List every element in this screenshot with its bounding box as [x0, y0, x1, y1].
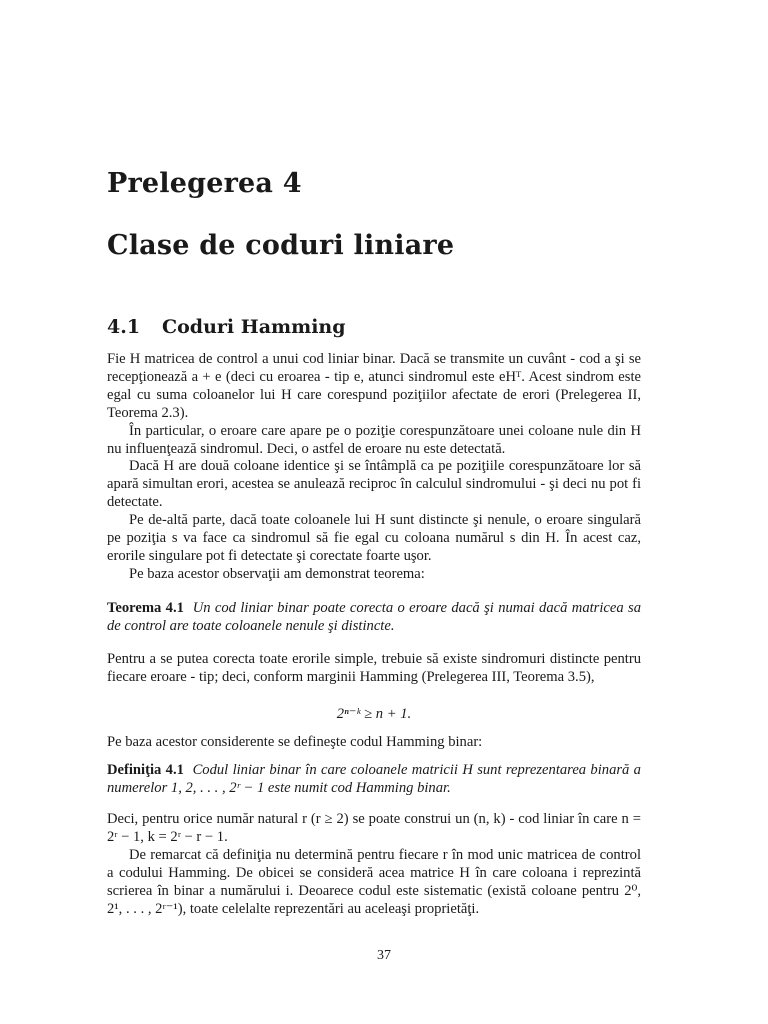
definition-text: Codul liniar binar în care coloanele matricii H sunt reprezentarea binară a numerelor 1, 2, . . . , 2ʳ − 1 este numit cod Hamming binar.: [107, 762, 641, 796]
chapter-title: Clase de coduri liniare: [107, 230, 455, 261]
pre-definition-text: [107, 734, 641, 752]
paragraph: Dacă H are două coloane identice şi se întâmplă ca pe poziţiile corespunzătoare lor să apară simultan erori, acestea se anulează reciproc în calculul sindromului - şi deci nu pot fi detectate.: [107, 458, 641, 511]
page-number: 37: [377, 948, 391, 963]
post-theorem-text: [107, 651, 641, 687]
definition-label: Definiţia 4.1: [107, 762, 184, 778]
chapter-label: Prelegerea 4: [107, 168, 302, 199]
paragraph: Pe de-altă parte, dacă toate coloanele lui H sunt distincte şi nenule, o eroare singulară pe poziţia s va face ca sindromul să fie egal cu coloana numărul s din H. În acest caz, erorile singulare pot fi detectate şi corectate foarte uşor.: [107, 512, 641, 564]
paragraph: În particular, o eroare care apare pe o poziţie corespunzătoare unei coloane nule din H nu influenţează sindromul. Deci, o astfel de eroare nu este detectată.: [107, 422, 641, 457]
hamming-bound-formula: 2ⁿ⁻ᵏ ≥ n + 1.: [336, 706, 412, 722]
section-title: Coduri Hamming: [162, 316, 346, 338]
theorem-text: Un cod liniar binar poate corecta o eroare dacă şi numai dacă matricea sa de control are toate coloanele nenule şi distincte.: [107, 600, 642, 634]
paragraph: Deci, pentru orice număr natural r (r ≥ 2) se poate construi un (n, k) - cod liniar în care n = 2ʳ − 1, k = 2ʳ − r − 1.: [107, 811, 641, 845]
section-heading: [107, 316, 346, 338]
paragraph: Pe baza acestor considerente se defineşte codul Hamming binar:: [107, 734, 483, 750]
theorem-label: Teorema 4.1: [107, 600, 184, 616]
paragraph: De remarcat că definiţia nu determină pentru fiecare r în mod unic matricea de control a codului Hamming. De obicei se consideră acea matrice H în care coloana i reprezintă scrierea în binar a numărului i. Deoarece codul este sistematic (există coloane pentru 2⁰, 2¹, . . . , 2ʳ⁻¹), toate celelalte reprezentări au aceleaşi proprietăţi.: [107, 846, 641, 917]
paragraph: Fie H matricea de control a unui cod liniar binar. Dacă se transmite un cuvânt - cod a şi se recepţionează a + e (deci cu eroarea - tip e, atunci sindromul este eHᵀ. Acest sindrom este egal cu suma coloanelor lui H care corespund poziţiilor afectate de erori (Prelegerea II, Teorema 2.3).: [107, 351, 641, 421]
paragraph: Pentru a se putea corecta toate erorile simple, trebuie să existe sindromuri distincte pentru fiecare eroare - tip; deci, conform marginii Hamming (Prelegerea III, Teorema 3.5),: [107, 651, 641, 685]
definition-block: [107, 762, 641, 798]
closing-text: [107, 811, 641, 918]
paragraph: Pe baza acestor observaţii am demonstrat teorema:: [129, 565, 425, 582]
section-number: 4.1: [107, 316, 141, 338]
intro-text: [107, 351, 641, 584]
theorem-block: [107, 600, 641, 636]
